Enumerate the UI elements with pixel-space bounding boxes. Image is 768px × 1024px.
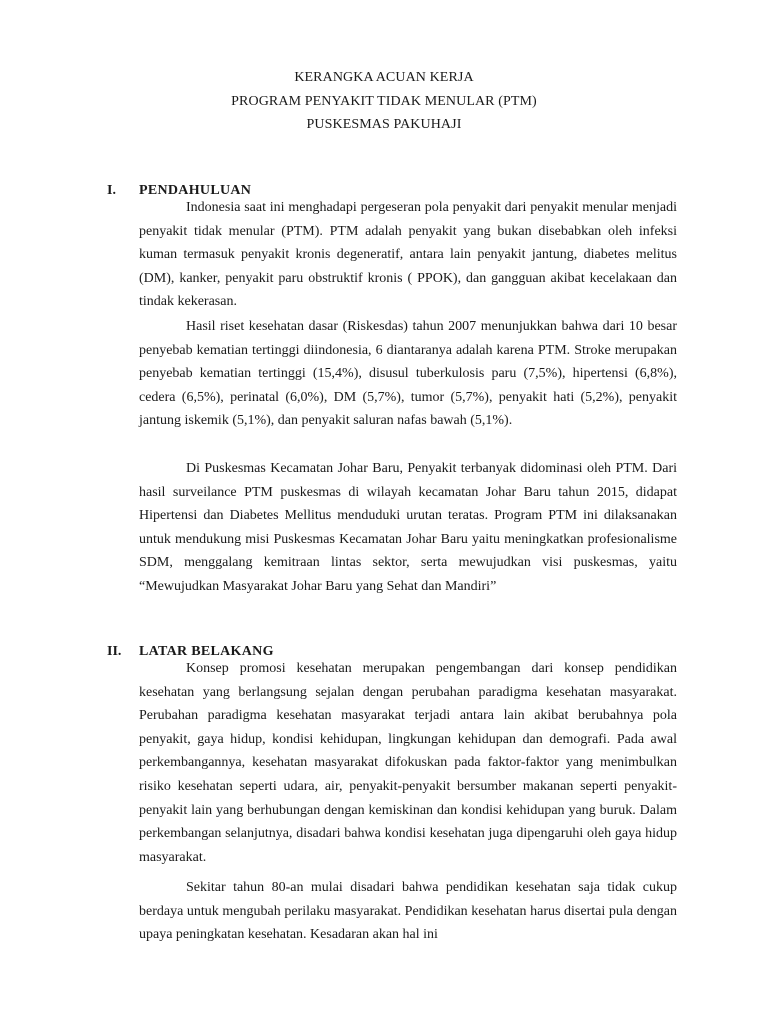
section-number: I. — [107, 183, 116, 198]
section-number: II. — [107, 644, 122, 659]
paragraph: Hasil riset kesehatan dasar (Riskesdas) tahun 2007 menunjukkan bahwa dari 10 besar penyebab kematian tertinggi diindonesia, 6 diantaranya adalah karena PTM. Stroke merupakan penyebab kematian tertinggi (15,4%), disusul tuberkulosis paru (7,5%), hipertensi (6,8%), cedera (6,5%), perinatal (6,0%), DM (5,7%), tumor (5,7%), penyakit hati (5,2%), penyakit jantung iskemik (5,1%), dan penyakit saluran nafas bawah (5,1%). — [139, 319, 677, 429]
document-title-block — [0, 66, 768, 137]
institution-title: PUSKESMAS PAKUHAJI — [306, 117, 462, 132]
program-title: PROGRAM PENYAKIT TIDAK MENULAR (PTM) — [231, 93, 537, 109]
document-title: KERANGKA ACUAN KERJA — [294, 70, 474, 85]
paragraph: Konsep promosi kesehatan merupakan pengembangan dari konsep pendidikan kesehatan yang berlangsung sejalan dengan perubahan paradigma kesehatan masyarakat. Perubahan paradigma kesehatan masyarakat terjadi antara lain akibat berubahnya pola penyakit, gaya hidup, kondisi kehidupan, lingkungan kehidupan dan demografi. Pada awal perkembangannya, kesehatan masyarakat difokuskan pada faktor-faktor yang menimbulkan risiko kesehatan seperti udara, air, penyakit-penyakit bersumber makanan seperti penyakit-penyakit lain yang berhubungan dengan kemiskinan dan kondisi kehidupan yang buruk. Dalam perkembangan selanjutnya, disadari bahwa kondisi kesehatan juga dipengaruhi oleh gaya hidup masyarakat. — [139, 661, 677, 865]
paragraph: Di Puskesmas Kecamatan Johar Baru, Penyakit terbanyak didominasi oleh PTM. Dari hasil surveilance PTM puskesmas di wilayah kecamatan Johar Baru tahun 2015, didapat Hipertensi dan Diabetes Mellitus menduduki urutan teratas. Program PTM ini dilaksanakan untuk mendukung misi Puskesmas Kecamatan Johar Baru yaitu meningkatkan profesionalisme SDM, menggalang kemitraan lintas sektor, serta mewujudkan visi puskesmas, yaitu “Mewujudkan Masyarakat Johar Baru yang Sehat dan Mandiri” — [139, 461, 677, 594]
section-title: LATAR BELAKANG — [139, 644, 274, 659]
paragraph: Indonesia saat ini menghadapi pergeseran pola penyakit dari penyakit menular menjadi penyakit tidak menular (PTM). PTM adalah penyakit yang bukan disebabkan oleh infeksi kuman termasuk penyakit kronis degeneratif, antara lain penyakit jantung, diabetes melitus (DM), kanker, penyakit paru obstruktif kronis ( PPOK), dan gangguan akibat kecelakaan dan tindak kekerasan. — [139, 200, 677, 310]
paragraph: Sekitar tahun 80-an mulai disadari bahwa pendidikan kesehatan saja tidak cukup berdaya untuk mengubah perilaku masyarakat. Pendidikan kesehatan harus disertai pula dengan upaya peningkatan kesehatan. Kesadaran akan hal ini — [139, 880, 677, 943]
section-title: PENDAHULUAN — [139, 183, 252, 198]
